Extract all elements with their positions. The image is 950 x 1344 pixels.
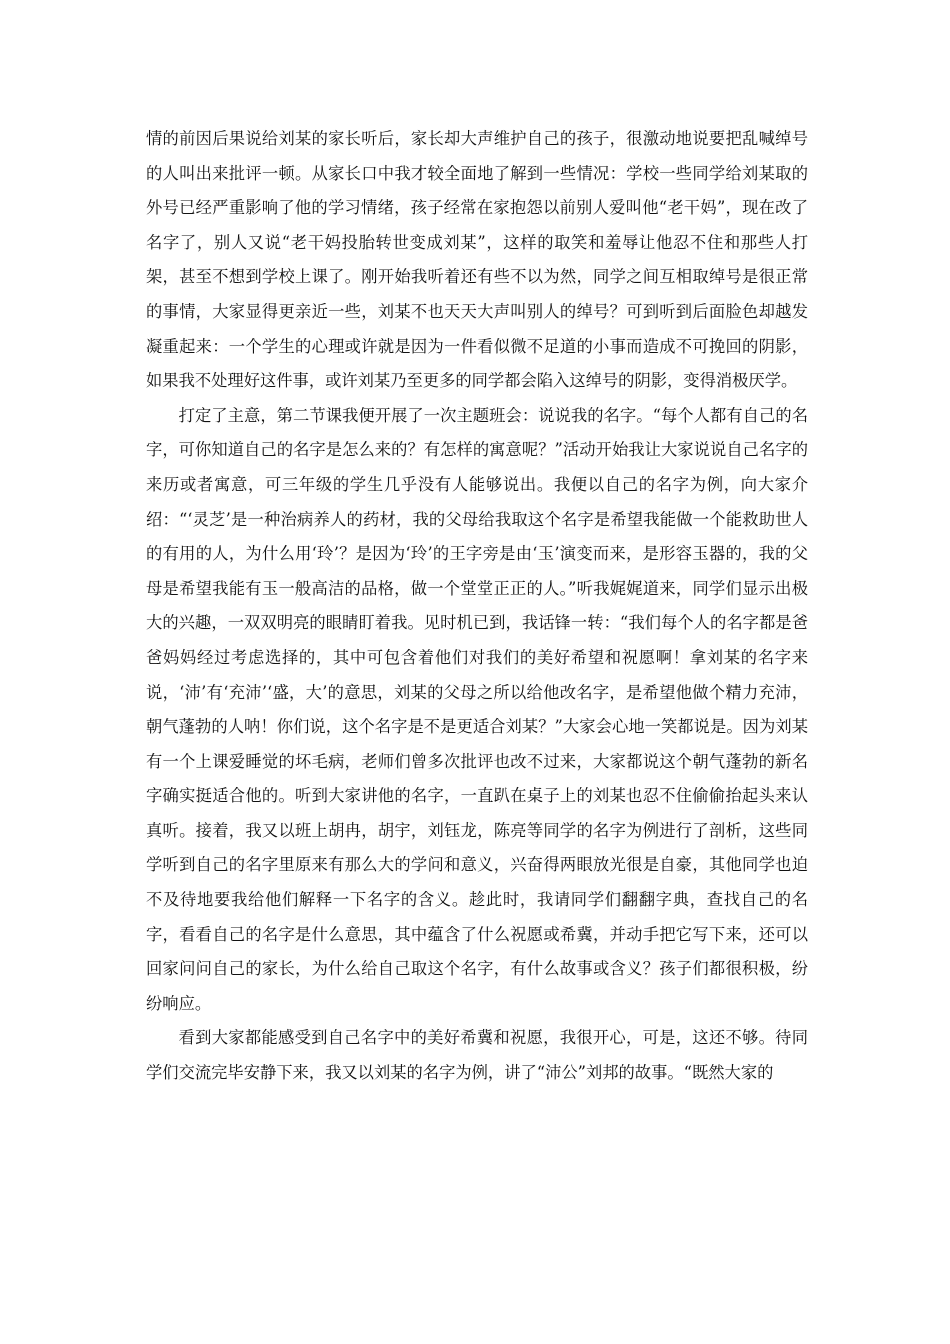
paragraph-1: 情的前因后果说给刘某的家长听后，家长却大声维护自己的孩子，很激动地说要把乱喊绰号的人叫出来批评一顿。从家长口中我才较全面地了解到一些情况：学校一些同学给刘某取的外号已经严重影响了他的学习情绪，孩子经常在家抱怨以前别人爱叫他“老干妈”，现在改了名字了，别人又说“老干妈投胎转世变成刘某”，这样的取笑和羞辱让他忍不住和那些人打架，甚至不想到学校上课了。刚开始我听着还有些不以为然，同学之间互相取绰号是很正常的事情，大家显得更亲近一些，刘某不也天天大声叫别人的绰号？可到听到后面脸色却越发凝重起来：一个学生的心理或许就是因为一件看似微不足道的小事而造成不可挽回的阴影，如果我不处理好这件事，或许刘某乃至更多的同学都会陷入这绰号的阴影，变得消极厌学。 [146,129,808,391]
paragraph-2: 打定了主意，第二节课我便开展了一次主题班会：说说我的名字。“每个人都有自己的名字，可你知道自己的名字是怎么来的？有怎样的寓意呢？”活动开始我让大家说说自己名字的来历或者寓意，可三年级的学生几乎没有人能够说出。我便以自己的名字为例，向大家介绍：“‘灵芝’是一种治病养人的药材，我的父母给我取这个名字是希望我能做一个能救助世人的有用的人，为什么用‘玲’？是因为‘玲’的王字旁是由‘玉’演变而来，是形容玉器的，我的父母是希望我能有玉一般高洁的品格，做一个堂堂正正的人。”听我娓娓道来，同学们显示出极大的兴趣，一双双明亮的眼睛盯着我。见时机已到，我话锋一转：“我们每个人的名字都是爸爸妈妈经过考虑选择的，其中可包含着他们对我们的美好希望和祝愿啊！拿刘某的名字来说，‘沛’有‘充沛’‘盛，大’的意思，刘某的父母之所以给他改名字，是希望他做个精力充沛，朝气蓬勃的人呐！你们说，这个名字是不是更适合刘某？”大家会心地一笑都说是。因为刘某有一个上课爱睡觉的坏毛病，老师们曾多次批评也改不过来，大家都说这个朝气蓬勃的新名字确实挺适合他的。听到大家讲他的名字，一直趴在桌子上的刘某也忍不住偷偷抬起头来认真听。接着，我又以班上胡冉，胡宇，刘钰龙，陈亮等同学的名字为例进行了剖析，这些同学听到自己的名字里原来有那么大的学问和意义，兴奋得两眼放光很是自豪，其他同学也迫不及待地要我给他们解释一下名字的含义。趁此时，我请同学们翻翻字典，查找自己的名字，看看自己的名字是什么意思，其中蕴含了什么祝愿或希冀，并动手把它写下来，还可以回家问问自己的家长，为什么给自己取这个名字，有什么故事或含义？孩子们都很积极，纷纷响应。 [146,405,808,1013]
article-body [146,122,808,1091]
paragraph-3: 看到大家都能感受到自己名字中的美好希冀和祝愿，我很开心，可是，这还不够。待同学们交流完毕安静下来，我又以刘某的名字为例，讲了“沛公”刘邦的故事。“既然大家的 [146,1028,808,1083]
